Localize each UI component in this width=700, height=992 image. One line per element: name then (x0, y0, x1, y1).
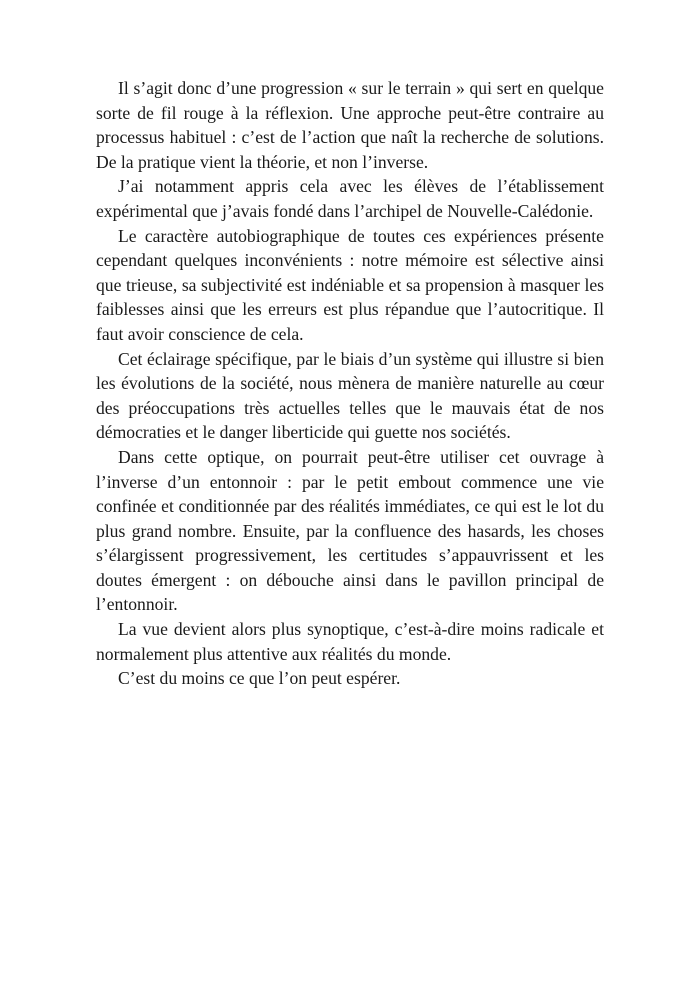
paragraph-4: Cet éclairage spécifique, par le biais d’un système qui illustre si bien les évolutions de la société, nous mènera de manière naturelle au cœur des préoccupations très actuelles telles que le mauvais état de nos démocraties et le danger liberticide qui guette nos sociétés. (96, 348, 604, 443)
paragraph-5: Dans cette optique, on pourrait peut-être utiliser cet ouvrage à l’inverse d’un entonnoir : par le petit embout commence une vie confinée et conditionnée par des réalités immédiates, ce qui est le lot du plus grand nombre. Ensuite, par la confluence des hasards, les choses s’élargissent progressivement, les certitudes s’appauvrissent et les doutes émergent : on débouche ainsi dans le pavillon principal de l’entonnoir. (96, 446, 604, 615)
body-text (96, 76, 604, 691)
paragraph-6: La vue devient alors plus synoptique, c’est-à-dire moins radicale et normalement plus attentive aux réalités du monde. (96, 619, 604, 664)
paragraph-2: J’ai notamment appris cela avec les élèves de l’établissement expérimental que j’avais fondé dans l’archipel de Nouvelle-Calédonie. (96, 176, 604, 221)
paragraph-3: Le caractère autobiographique de toutes ces expériences présente cependant quelques inconvénients : notre mémoire est sélective ainsi que trieuse, sa subjectivité est indéniable et sa propension à masquer les faiblesses ainsi que les erreurs est plus répandue que l’autocritique. Il faut avoir conscience de cela. (96, 225, 604, 344)
paragraph-7: C’est du moins ce que l’on peut espérer. (118, 668, 401, 689)
paragraph-1: Il s’agit donc d’une progression « sur le terrain » qui sert en quelque sorte de fil rouge à la réflexion. Une approche peut-être contraire au processus habituel : c’est de l’action que naît la recherche de solutions. De la pratique vient la théorie, et non l’inverse. (96, 78, 604, 172)
